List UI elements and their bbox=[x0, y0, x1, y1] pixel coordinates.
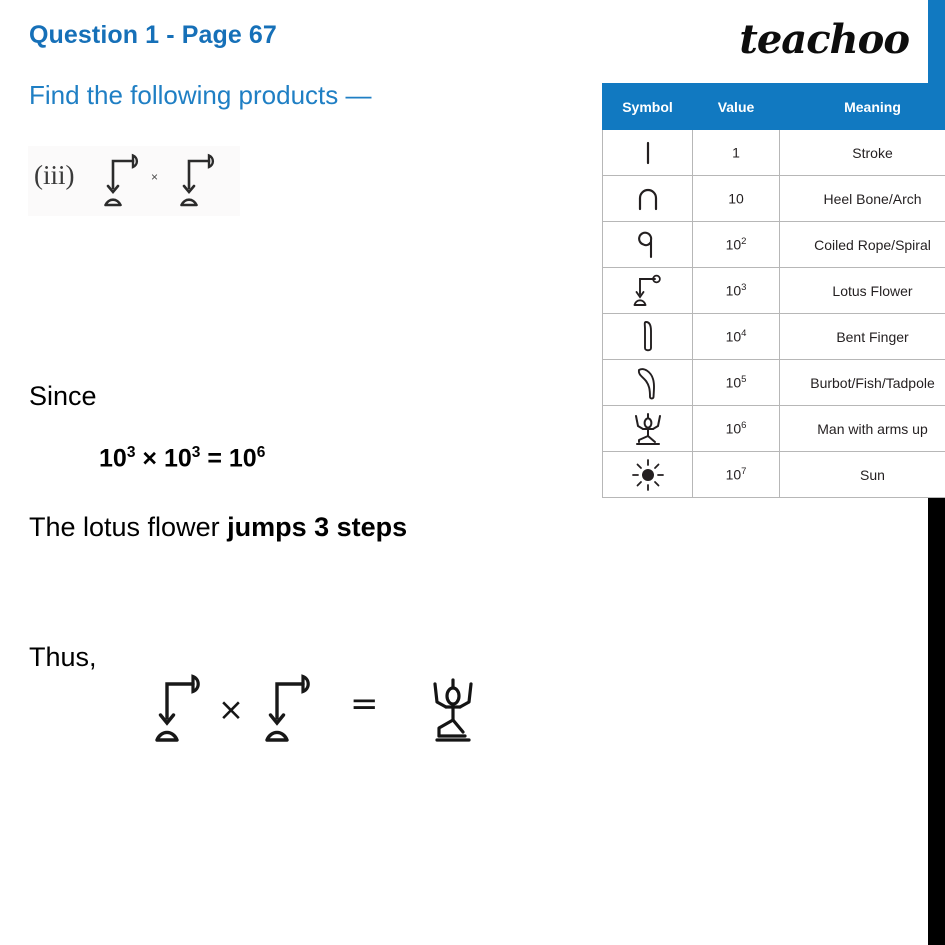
value-base: 10 bbox=[725, 328, 742, 345]
equation-times-operator: × bbox=[142, 444, 157, 473]
thus-label: Thus, bbox=[29, 642, 97, 672]
table-cell-meaning: Coiled Rope/Spiral bbox=[780, 222, 945, 268]
hieroglyph-symbol-table bbox=[602, 83, 945, 498]
man-with-arms-up-icon bbox=[425, 672, 481, 755]
equation-result-exponent: 6 bbox=[256, 444, 266, 461]
table-cell-meaning: Man with arms up bbox=[780, 406, 945, 452]
value-exponent: 7 bbox=[741, 466, 747, 478]
final-hieroglyph-equation bbox=[150, 670, 510, 760]
lotus-flower-icon bbox=[100, 150, 148, 217]
table-cell-symbol bbox=[603, 176, 693, 222]
lotus-flower-icon bbox=[603, 268, 692, 313]
table-row bbox=[603, 314, 945, 360]
value-exponent: 4 bbox=[741, 328, 747, 340]
roman-numeral-label: (iii) bbox=[34, 160, 75, 190]
equation-equals-operator: = bbox=[207, 444, 222, 473]
value-base: 10 bbox=[725, 236, 742, 253]
table-cell-value bbox=[693, 268, 780, 314]
value-exponent: 5 bbox=[741, 374, 747, 386]
table-header-value: Value bbox=[693, 84, 780, 130]
table-row bbox=[603, 222, 945, 268]
value-base: 1 bbox=[732, 144, 740, 161]
table-row bbox=[603, 176, 945, 222]
table-cell-value bbox=[693, 314, 780, 360]
lotus-flower-icon bbox=[176, 150, 224, 217]
value-base: 10 bbox=[725, 420, 742, 437]
table-cell-symbol bbox=[603, 452, 693, 498]
final-equals-operator: = bbox=[350, 684, 379, 724]
table-cell-meaning: Sun bbox=[780, 452, 945, 498]
value-base: 10 bbox=[725, 466, 742, 483]
table-row bbox=[603, 452, 945, 498]
table-header-row bbox=[603, 84, 945, 130]
table-row bbox=[603, 130, 945, 176]
lotus-statement bbox=[29, 512, 407, 543]
table-cell-symbol bbox=[603, 406, 693, 452]
table-cell-symbol bbox=[603, 222, 693, 268]
bent-finger-icon bbox=[603, 314, 692, 359]
table-cell-symbol bbox=[603, 268, 693, 314]
multiply-operator: × bbox=[151, 170, 159, 184]
table-cell-meaning: Burbot/Fish/Tadpole bbox=[780, 360, 945, 406]
table-cell-symbol bbox=[603, 130, 693, 176]
equation-base-2: 10 bbox=[163, 444, 192, 473]
teachoo-logo: teachoo bbox=[739, 16, 909, 63]
lotus-statement-bold: jumps 3 steps bbox=[227, 512, 408, 542]
heel-bone-icon bbox=[603, 176, 692, 221]
sun-icon bbox=[603, 452, 692, 497]
table-header-symbol: Symbol bbox=[603, 84, 693, 130]
stroke-icon bbox=[603, 130, 692, 175]
table-cell-value bbox=[693, 130, 780, 176]
page-title: Question 1 - Page 67 bbox=[29, 21, 277, 49]
lotus-statement-plain: The lotus flower bbox=[29, 512, 228, 542]
value-base: 10 bbox=[728, 190, 744, 207]
value-exponent: 2 bbox=[741, 236, 747, 248]
table-header-meaning: Meaning bbox=[780, 84, 945, 130]
equation-exponent-1: 3 bbox=[126, 444, 136, 461]
since-label: Since bbox=[29, 381, 97, 411]
table-row bbox=[603, 268, 945, 314]
table-cell-meaning: Heel Bone/Arch bbox=[780, 176, 945, 222]
man-arms-up-icon bbox=[603, 406, 692, 451]
table-cell-value bbox=[693, 176, 780, 222]
table-cell-meaning: Stroke bbox=[780, 130, 945, 176]
table-cell-symbol bbox=[603, 314, 693, 360]
prompt-text: Find the following products — bbox=[29, 80, 372, 110]
value-base: 10 bbox=[725, 282, 742, 299]
value-exponent: 3 bbox=[741, 282, 747, 294]
table-cell-symbol bbox=[603, 360, 693, 406]
table-cell-value bbox=[693, 360, 780, 406]
table-cell-value bbox=[693, 452, 780, 498]
equation-exponent-2: 3 bbox=[191, 444, 201, 461]
value-base: 10 bbox=[725, 374, 742, 391]
lotus-flower-icon bbox=[150, 670, 212, 755]
table-row bbox=[603, 360, 945, 406]
equation-result-base: 10 bbox=[228, 444, 257, 473]
question-figure bbox=[28, 146, 240, 216]
table-cell-meaning: Bent Finger bbox=[780, 314, 945, 360]
final-times-operator: × bbox=[218, 692, 244, 728]
table-row bbox=[603, 406, 945, 452]
coiled-rope-icon bbox=[603, 222, 692, 267]
lotus-flower-icon bbox=[260, 670, 322, 755]
table-cell-value bbox=[693, 406, 780, 452]
burbot-fish-icon bbox=[603, 360, 692, 405]
value-exponent: 6 bbox=[741, 420, 747, 432]
table-cell-meaning: Lotus Flower bbox=[780, 268, 945, 314]
power-equation bbox=[99, 444, 265, 473]
table-cell-value bbox=[693, 222, 780, 268]
equation-base-1: 10 bbox=[99, 444, 127, 473]
